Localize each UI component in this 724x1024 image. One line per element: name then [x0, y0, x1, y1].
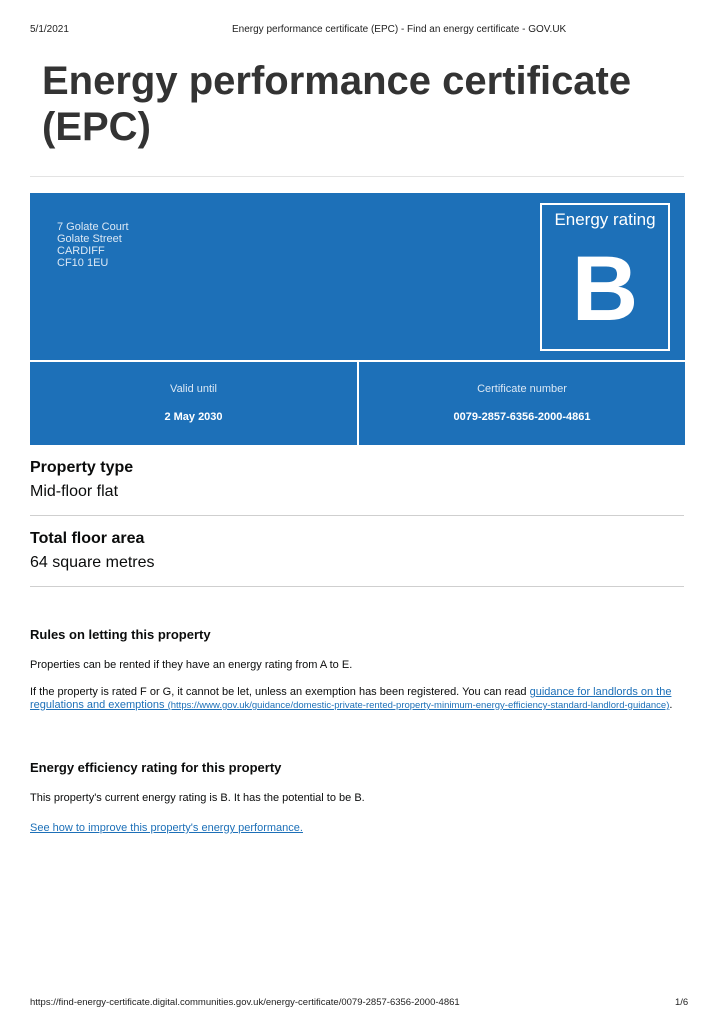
efficiency-rating-paragraph: This property's current energy rating is B. It has the potential to be B. [30, 792, 365, 804]
sentence-end: . [669, 699, 673, 711]
panel-column-divider [357, 361, 359, 445]
property-type-value: Mid-floor flat [30, 483, 119, 500]
address-line: CF10 1EU [57, 257, 109, 269]
energy-rating-letter: B [571, 238, 639, 340]
property-type-heading: Property type [30, 459, 134, 476]
valid-until-value: 2 May 2030 [164, 411, 223, 423]
floor-area-value: 64 square metres [30, 554, 155, 571]
energy-rating-box [540, 203, 670, 351]
print-date: 5/1/2021 [30, 24, 69, 35]
address-line: CARDIFF [57, 245, 105, 257]
divider [30, 515, 684, 516]
efficiency-rating-heading: Energy efficiency rating for this property [30, 760, 282, 775]
page-number: 1/6 [675, 997, 689, 1008]
certificate-number-value: 0079-2857-6356-2000-4861 [453, 411, 591, 423]
floor-area-heading: Total floor area [30, 530, 145, 547]
letting-exemptions-paragraph [30, 686, 690, 712]
property-address [57, 221, 129, 269]
divider [30, 586, 684, 587]
energy-rating-label: Energy rating [554, 210, 656, 229]
footer-url: https://find-energy-certificate.digital.communities.gov.uk/energy-certificate/0079-2857-6356-2000-4861 [30, 997, 460, 1008]
certificate-number-label: Certificate number [477, 383, 567, 395]
improve-performance-link[interactable]: See how to improve this property's energy performance. [30, 822, 303, 834]
valid-until-label: Valid until [170, 383, 217, 395]
print-page-title: Energy performance certificate (EPC) - Find an energy certificate - GOV.UK [232, 24, 567, 35]
letting-rules-heading: Rules on letting this property [30, 627, 211, 642]
landlord-guidance-link[interactable]: guidance for landlords on the regulations and exemptions (https://www.gov.uk/guidance/domestic-private-rented-property-minimum-energy-efficiency-standard-landlord-guidance) [30, 686, 672, 711]
address-line: 7 Golate Court [57, 221, 129, 233]
landlord-guidance-url: (https://www.gov.uk/guidance/domestic-private-rented-property-minimum-energy-efficiency-standard-landlord-guidance) [167, 700, 670, 711]
page-title: Energy performance certificate (EPC) [42, 59, 632, 149]
letting-exemptions-text: If the property is rated F or G, it cannot be let, unless an exemption has been registered. You can read [30, 686, 530, 698]
address-line: Golate Street [57, 233, 122, 245]
divider [30, 176, 684, 177]
letting-rules-paragraph: Properties can be rented if they have an energy rating from A to E. [30, 659, 353, 671]
